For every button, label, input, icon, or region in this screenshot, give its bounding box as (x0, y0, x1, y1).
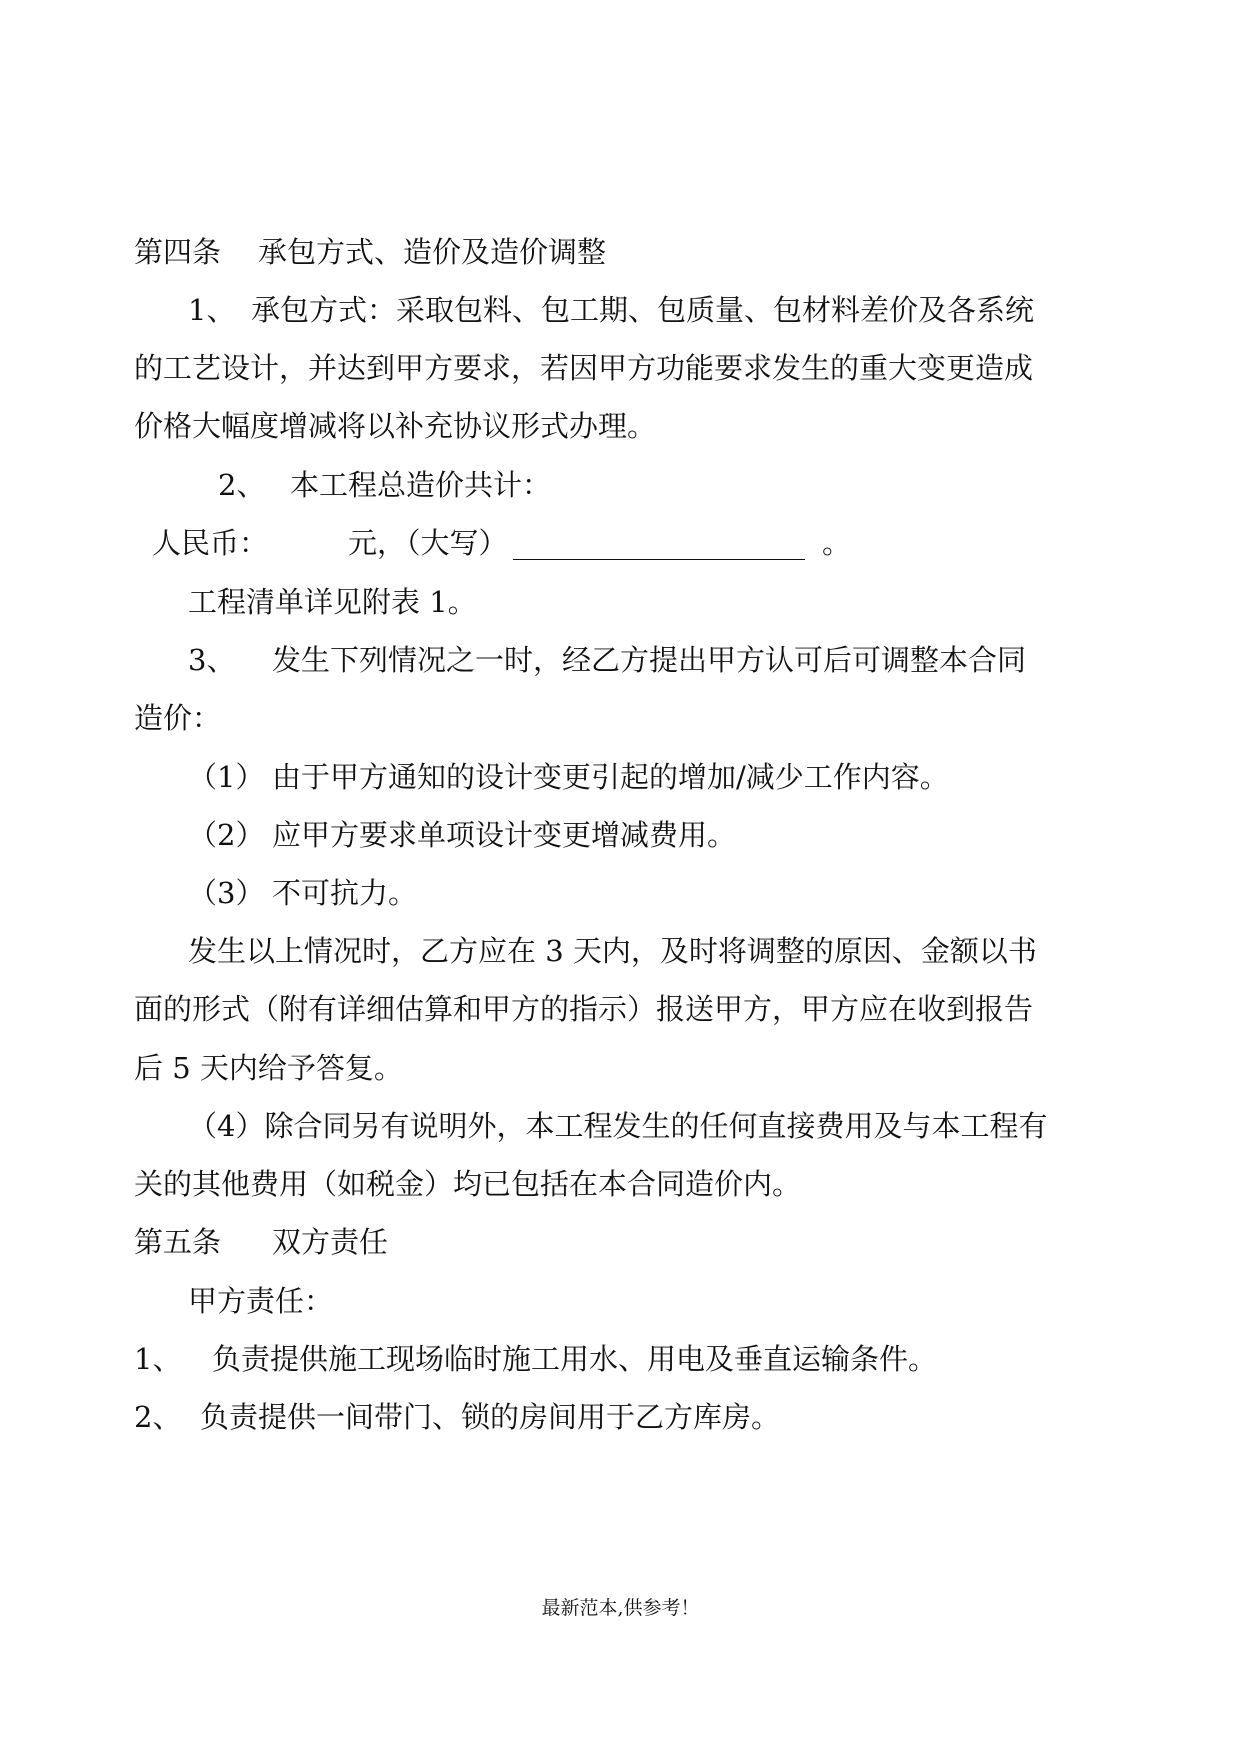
sub2-text: 应甲方要求单项设计变更增减费用。 (272, 818, 737, 852)
item1-number: 1、 (188, 293, 236, 327)
party-a-title-text: 甲方责任： (188, 1284, 334, 1318)
sub3-text: 不可抗力。 (272, 876, 418, 910)
item1-text: 承包方式：采取包料、包工期、包质量、包材料差价及各系统 (251, 293, 1035, 327)
item2-number: 2、 (218, 468, 266, 502)
a5-item2-number: 2、 (134, 1400, 182, 1434)
para-text-end: 后 5 天内给予答复。 (134, 1051, 403, 1085)
a5-item1-number: 1、 (134, 1342, 182, 1376)
rmb-label: 人民币： (152, 526, 269, 560)
item3-number: 3、 (188, 643, 236, 677)
page-footer: 最新范本,供参考！ (541, 1597, 700, 1619)
yuan-daxie-label: 元，（大写） (348, 526, 508, 560)
sub2-number: （2） (188, 818, 265, 852)
item3-text: 发生下列情况之一时，经乙方提出甲方认可后可调整本合同 (272, 643, 1027, 677)
para-text: 发生以上情况时，乙方应在 3 天内，及时将调整的原因、金额以书 (188, 934, 1037, 968)
article5-number: 第五条 (134, 1225, 222, 1259)
sub4-text: （4）除合同另有说明外，本工程发生的任何直接费用及与本工程有 (188, 1109, 1048, 1143)
a5-item1-text: 负责提供施工现场临时施工用水、用电及垂直运输条件。 (212, 1342, 938, 1376)
sub1-number: （1） (188, 760, 265, 794)
a5-item2-text: 负责提供一间带门、锁的房间用于乙方库房。 (200, 1400, 781, 1434)
item1-text-end: 价格大幅度增减将以补充协议形式办理。 (134, 409, 657, 443)
item2-text: 本工程总造价共计： (290, 468, 552, 502)
amount-blank-line (513, 559, 805, 560)
para-text-cont: 面的形式（附有详细估算和甲方的指示）报送甲方，甲方应在收到报告 (134, 992, 1034, 1026)
article4-number: 第四条 (134, 235, 222, 269)
sub4-text-end: 关的其他费用（如税金）均已包括在本合同造价内。 (134, 1167, 802, 1201)
item1-text-cont: 的工艺设计，并达到甲方要求，若因甲方功能要求发生的重大变更造成 (134, 351, 1034, 385)
sub1-text: 由于甲方通知的设计变更引起的增加/减少工作内容。 (272, 760, 949, 794)
rmb-end-mark: 。 (822, 526, 852, 560)
article5-title: 双方责任 (272, 1225, 389, 1259)
article4-title: 承包方式、造价及造价调整 (258, 235, 607, 269)
list-note-text: 工程清单详见附表 1。 (188, 585, 477, 619)
sub3-number: （3） (188, 876, 265, 910)
item3-text-end: 造价： (134, 701, 222, 735)
